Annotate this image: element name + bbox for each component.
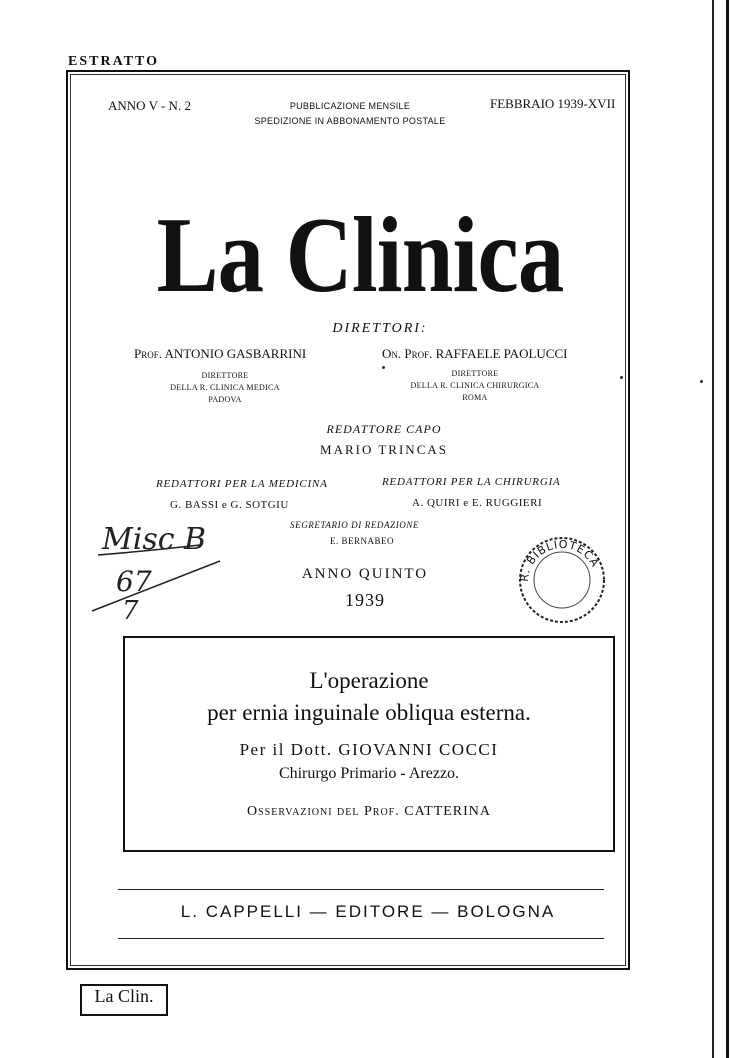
article-author-role: Chirurgo Primario - Arezzo. <box>278 765 460 782</box>
article-observations: Osservazioni del Prof. CATTERINA <box>246 804 492 819</box>
stamp-text: R. BIBLIOTECA <box>517 537 602 583</box>
director-right-name: On. Prof. RAFFAELE PAOLUCCI <box>382 346 568 361</box>
director-left-affiliation <box>160 370 290 406</box>
director-right-title: DIRETTORE <box>451 369 499 378</box>
medicine-editors-label: REDATTORI PER LA MEDICINA <box>156 478 328 490</box>
volume-year: 1939 <box>345 590 385 610</box>
surgery-editors-label: REDATTORI PER LA CHIRURGIA <box>382 476 561 488</box>
journal-title: La Clinica <box>156 196 564 315</box>
surgery-editors-names: A. QUIRI e E. RUGGIERI <box>412 497 543 509</box>
medicine-editors-names: G. BASSI e G. SOTGIU <box>170 499 289 511</box>
handwritten-shelfmark <box>88 515 238 625</box>
director-right-affiliation <box>390 368 560 404</box>
speck <box>382 366 385 369</box>
director-right-city: ROMA <box>462 393 488 402</box>
publication-info <box>240 99 460 129</box>
speck <box>700 380 703 383</box>
publication-frequency: PUBBLICAZIONE MENSILE <box>289 101 411 111</box>
article-title-line2: per ernia inguinale obliqua esterna. <box>207 700 531 725</box>
page-edge-shadow <box>712 0 714 1058</box>
postal-info: SPEDIZIONE IN ABBONAMENTO POSTALE <box>254 116 446 126</box>
director-left-name: Prof. ANTONIO GASBARRINI <box>134 346 307 361</box>
publisher-rule-bottom <box>118 938 604 939</box>
handwritten-subnumber: 7 <box>122 596 139 625</box>
director-left-title: DIRETTORE <box>201 371 249 380</box>
secretary-label: SEGRETARIO DI REDAZIONE <box>290 520 420 530</box>
volume-anno: ANNO QUINTO <box>301 566 429 582</box>
secretary-name: E. BERNABEO <box>330 536 394 546</box>
issue-date: FEBBRAIO 1939-XVII <box>490 96 616 111</box>
director-left-clinic: DELLA R. CLINICA MEDICA <box>170 383 280 392</box>
speck <box>620 376 623 379</box>
page-edge-shadow-outer <box>726 0 729 1058</box>
estratto-label: ESTRATTO <box>68 54 159 69</box>
handwritten-slash <box>92 561 220 611</box>
article-author: Per il Dott. GIOVANNI COCCI <box>239 740 499 759</box>
library-stamp <box>512 530 612 630</box>
director-left-city: PADOVA <box>208 395 242 404</box>
editor-in-chief-name: MARIO TRINCAS <box>320 442 448 457</box>
article-title-line1: L'operazione <box>309 668 429 693</box>
issue-number: ANNO V - N. 2 <box>108 98 191 113</box>
editor-in-chief-label: REDATTORE CAPO <box>326 422 442 436</box>
shelf-label: La Clin. <box>94 986 154 1006</box>
director-right-clinic: DELLA R. CLINICA CHIRURGICA <box>410 381 540 390</box>
directors-label: DIRETTORI: <box>332 321 428 336</box>
publisher-rule-top <box>118 889 604 890</box>
publisher: L. CAPPELLI — EDITORE — BOLOGNA <box>180 902 556 921</box>
handwritten-misc: Misc B <box>102 522 207 557</box>
handwritten-number: 67 <box>116 565 152 598</box>
